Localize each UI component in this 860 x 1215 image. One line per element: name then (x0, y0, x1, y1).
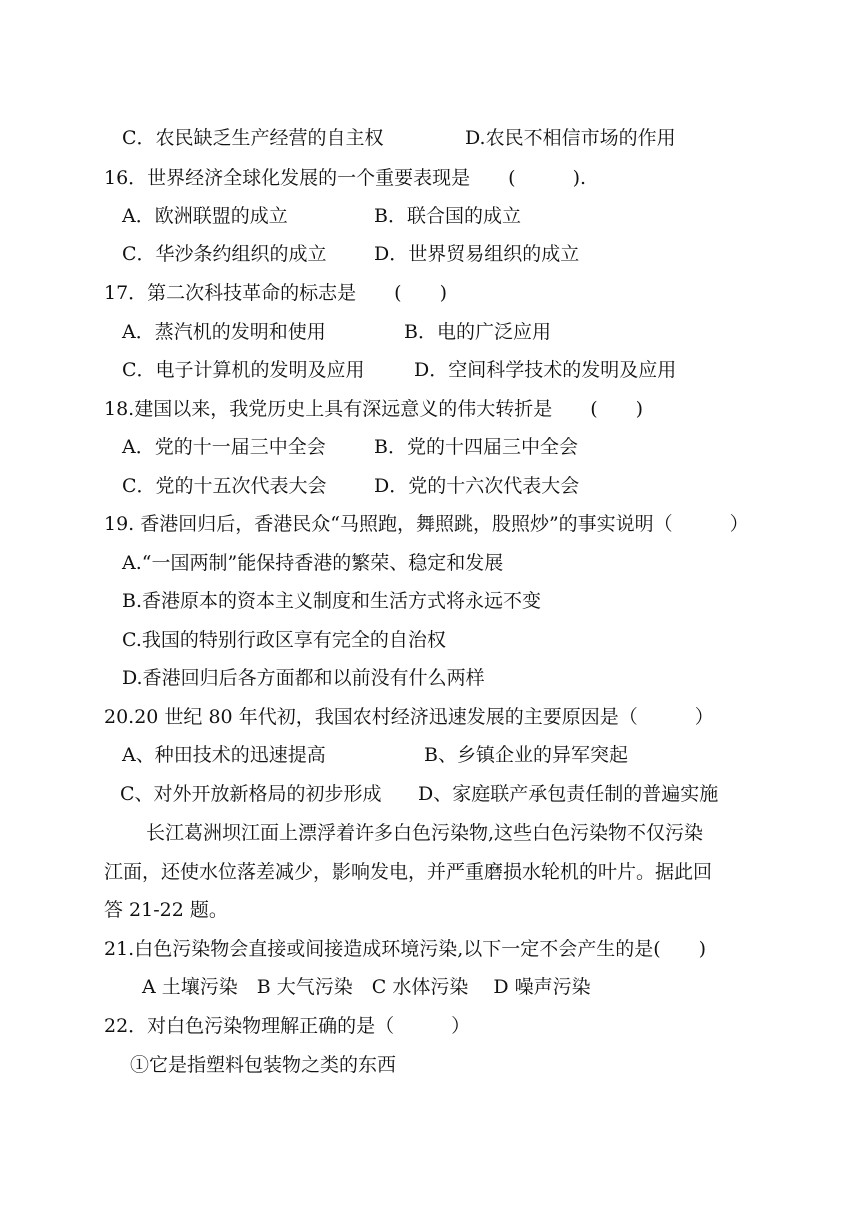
q17-stem: 17．第二次科技革命的标志是 ( ) (104, 282, 448, 304)
q16-options-cd (0, 242, 860, 266)
q19-option-c: C.我国的特别行政区享有完全的自治权 (122, 629, 446, 651)
q18-option-c: C．党的十五次代表大会 (122, 475, 327, 497)
q22-item-1: ①它是指塑料包装物之类的东西 (130, 1054, 397, 1076)
q16-options-ab (0, 204, 860, 228)
q16-option-a: A．欧洲联盟的成立 (122, 205, 288, 227)
q20-options-cd (0, 782, 860, 806)
q19-stem: 19. 香港回归后，香港民众“马照跑，舞照跳，股照炒”的事实说明（ ） (104, 513, 749, 535)
q20-options-ab (0, 743, 860, 767)
q15-option-d: D.农民不相信市场的作用 (465, 127, 676, 149)
passage-line-2: 江面，还使水位落差减少，影响发电，并严重磨损水轮机的叶片。据此回 (104, 861, 713, 883)
q18-stem: 18.建国以来，我党历史上具有深远意义的伟大转折是 ( ) (104, 398, 644, 420)
q20-option-d: D、家庭联产承包责任制的普遍实施 (418, 783, 719, 805)
q18-option-d: D．党的十六次代表大会 (374, 475, 580, 497)
q15-option-c: C．农民缺乏生产经营的自主权 (122, 127, 384, 149)
passage-line-1: 长江葛洲坝江面上漂浮着许多白色污染物,这些白色污染物不仅污染 (146, 822, 704, 844)
q18-options-ab (0, 435, 860, 459)
q17-options-ab (0, 320, 860, 344)
q16-stem: 16．世界经济全球化发展的一个重要表现是 ( ). (104, 167, 587, 189)
q16-option-d: D．世界贸易组织的成立 (374, 243, 580, 265)
q22-stem: 22．对白色污染物理解正确的是（ ） (104, 1015, 471, 1037)
q19-option-d: D.香港回归后各方面都和以前没有什么两样 (122, 667, 485, 689)
q21-stem: 21.白色污染物会直接或间接造成环境污染,以下一定不会产生的是( ) (104, 938, 707, 960)
q20-option-b: B、乡镇企业的异军突起 (424, 744, 628, 766)
q20-option-c: C、对外开放新格局的初步形成 (120, 783, 382, 805)
q16-option-b: B．联合国的成立 (374, 205, 521, 227)
q21-options: A 土壤污染 B 大气污染 C 水体污染 D 噪声污染 (142, 976, 591, 998)
q18-option-a: A．党的十一届三中全会 (122, 436, 326, 458)
q17-option-b: B．电的广泛应用 (404, 321, 551, 343)
q16-option-c: C．华沙条约组织的成立 (122, 243, 327, 265)
passage-line-3: 答 21-22 题。 (104, 899, 228, 921)
q18-option-b: B．党的十四届三中全会 (374, 436, 578, 458)
q20-option-a: A、种田技术的迅速提高 (122, 744, 326, 766)
q17-options-cd (0, 358, 860, 382)
q17-option-c: C．电子计算机的发明及应用 (122, 359, 365, 381)
q19-option-b: B.香港原本的资本主义制度和生活方式将永远不变 (122, 590, 542, 612)
q20-stem: 20.20 世纪 80 年代初，我国农村经济迅速发展的主要原因是（ ） (104, 706, 714, 728)
q15-options-cd (0, 126, 860, 150)
q19-option-a: A.“一国两制”能保持香港的繁荣、稳定和发展 (122, 552, 504, 574)
q18-options-cd (0, 474, 860, 498)
q17-option-d: D．空间科学技术的发明及应用 (414, 359, 677, 381)
q17-option-a: A．蒸汽机的发明和使用 (122, 321, 326, 343)
